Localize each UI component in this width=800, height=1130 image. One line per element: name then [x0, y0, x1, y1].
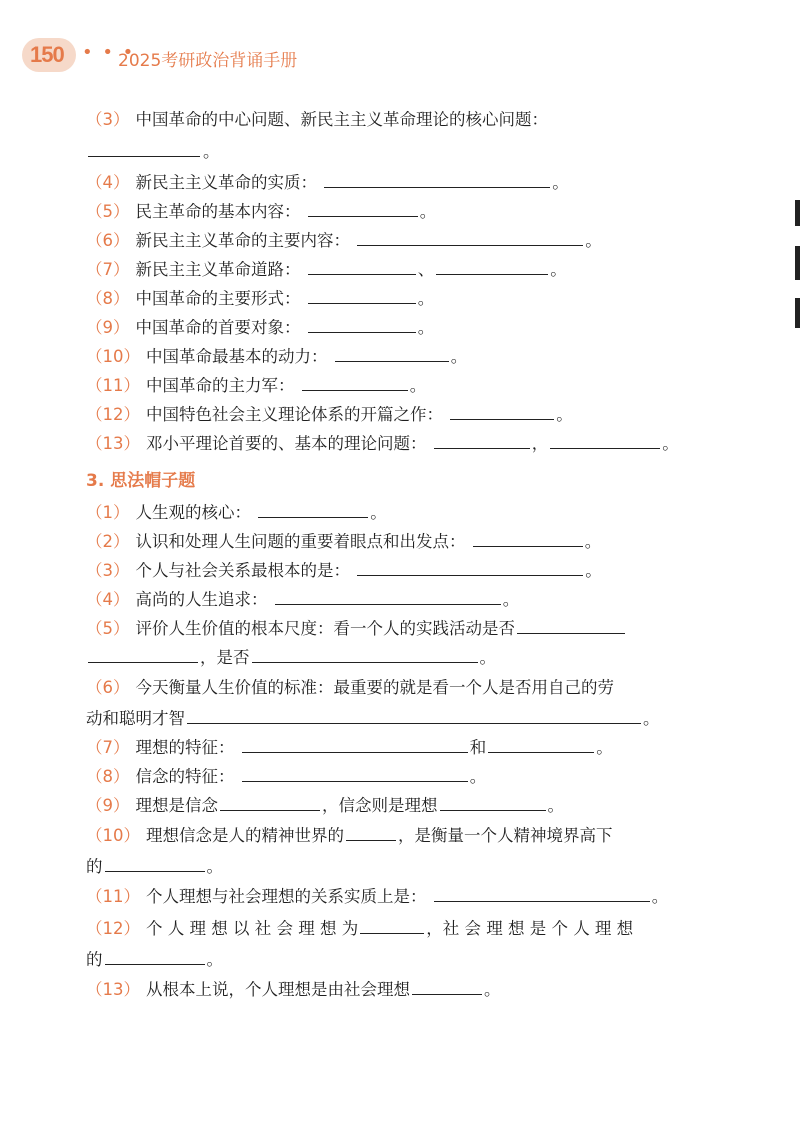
list-item: （2） 认识和处理人生问题的重要着眼点和出发点： 。 [86, 527, 708, 556]
list-item: （6） 今天衡量人生价值的标准：最重要的就是看一个人是否用自己的劳 [86, 678, 614, 697]
worksheet-content [86, 104, 708, 1006]
book-title: 2025考研政治背诵手册 [118, 51, 298, 71]
fill-blank[interactable] [220, 792, 320, 811]
fill-blank[interactable] [187, 705, 641, 724]
fill-blank[interactable] [473, 528, 583, 547]
fill-blank[interactable] [550, 430, 660, 449]
list-item: （5） 民主革命的基本内容： 。 [86, 197, 708, 226]
fill-blank[interactable] [517, 615, 625, 634]
item-text: 中国革命的中心问题、新民主主义革命理论的核心问题： [135, 110, 548, 129]
list-item: （11） 中国革命的主力军： 。 [86, 371, 708, 400]
fill-blank[interactable] [308, 285, 416, 304]
fill-blank[interactable] [88, 138, 200, 157]
list-item-continuation: 的 。 [86, 852, 708, 881]
fill-blank[interactable] [242, 763, 468, 782]
fill-blank[interactable] [88, 644, 198, 663]
fill-blank[interactable] [302, 372, 408, 391]
fill-blank[interactable] [242, 734, 468, 753]
list-item-continuation: 。 [86, 136, 708, 168]
list-item: （6） 新民主主义革命的主要内容： 。 [86, 226, 708, 255]
list-item-continuation: ，是否 。 [86, 643, 708, 672]
fill-blank[interactable] [488, 734, 594, 753]
fill-blank[interactable] [440, 792, 546, 811]
fill-blank[interactable] [412, 976, 482, 995]
fill-blank[interactable] [436, 256, 548, 275]
list-item: （7） 新民主主义革命道路： 、 。 [86, 255, 708, 284]
list-item: （3） 个人与社会关系最根本的是： 。 [86, 556, 708, 585]
page-header [0, 32, 800, 78]
list-item: （5） 评价人生价值的根本尺度：看一个人的实践活动是否 [86, 614, 708, 643]
fill-blank[interactable] [450, 401, 554, 420]
fill-blank[interactable] [308, 198, 418, 217]
fill-blank[interactable] [105, 946, 205, 965]
fill-blank[interactable] [357, 227, 583, 246]
fill-blank[interactable] [357, 557, 583, 576]
fill-blank[interactable] [308, 256, 416, 275]
list-item: （12） 中国特色社会主义理论体系的开篇之作： 。 [86, 400, 708, 429]
list-item: （9） 理想是信念 ，信念则是理想 。 [86, 791, 708, 820]
scan-edge-marks [792, 200, 800, 340]
list-item [86, 104, 708, 136]
list-item: （11） 个人理想与社会理想的关系实质上是： 。 [86, 881, 708, 913]
list-item: （9） 中国革命的首要对象： 。 [86, 313, 708, 342]
list-item: （4） 高尚的人生追求： 。 [86, 585, 708, 614]
fill-blank[interactable] [346, 822, 396, 841]
header-dots: • • • [82, 42, 136, 63]
page-number: 150 [30, 42, 64, 67]
fill-blank[interactable] [360, 915, 424, 934]
list-item: （7） 理想的特征： 和 。 [86, 733, 708, 762]
fill-blank[interactable] [434, 883, 650, 902]
list-item: （1） 人生观的核心： 。 [86, 498, 708, 527]
list-item-continuation: 的 。 [86, 945, 708, 974]
list-item: （13） 邓小平理论首要的、基本的理论问题： ， 。 [86, 429, 708, 458]
fill-blank[interactable] [308, 314, 416, 333]
fill-blank[interactable] [275, 586, 501, 605]
fill-blank[interactable] [252, 644, 478, 663]
fill-blank[interactable] [105, 853, 205, 872]
fill-blank[interactable] [258, 499, 368, 518]
section-heading: 3. 思法帽子题 [86, 471, 196, 491]
item-number: （3） [86, 110, 130, 129]
list-item: （8） 信念的特征： 。 [86, 762, 708, 791]
list-item: （12） 个 人 理 想 以 社 会 理 想 为 ，社 会 理 想 是 个 人 理 想 [86, 913, 708, 945]
list-item: （8） 中国革命的主要形式： 。 [86, 284, 708, 313]
list-item: （13） 从根本上说，个人理想是由社会理想 。 [86, 974, 708, 1006]
fill-blank[interactable] [434, 430, 530, 449]
list-item: （10） 理想信念是人的精神世界的 ，是衡量一个人精神境界高下 [86, 820, 708, 852]
fill-blank[interactable] [324, 169, 550, 188]
list-item: （4） 新民主主义革命的实质： 。 [86, 168, 708, 197]
fill-blank[interactable] [335, 343, 449, 362]
list-item-continuation: 动和聪明才智 。 [86, 704, 708, 733]
list-item: （10） 中国革命最基本的动力： 。 [86, 342, 708, 371]
